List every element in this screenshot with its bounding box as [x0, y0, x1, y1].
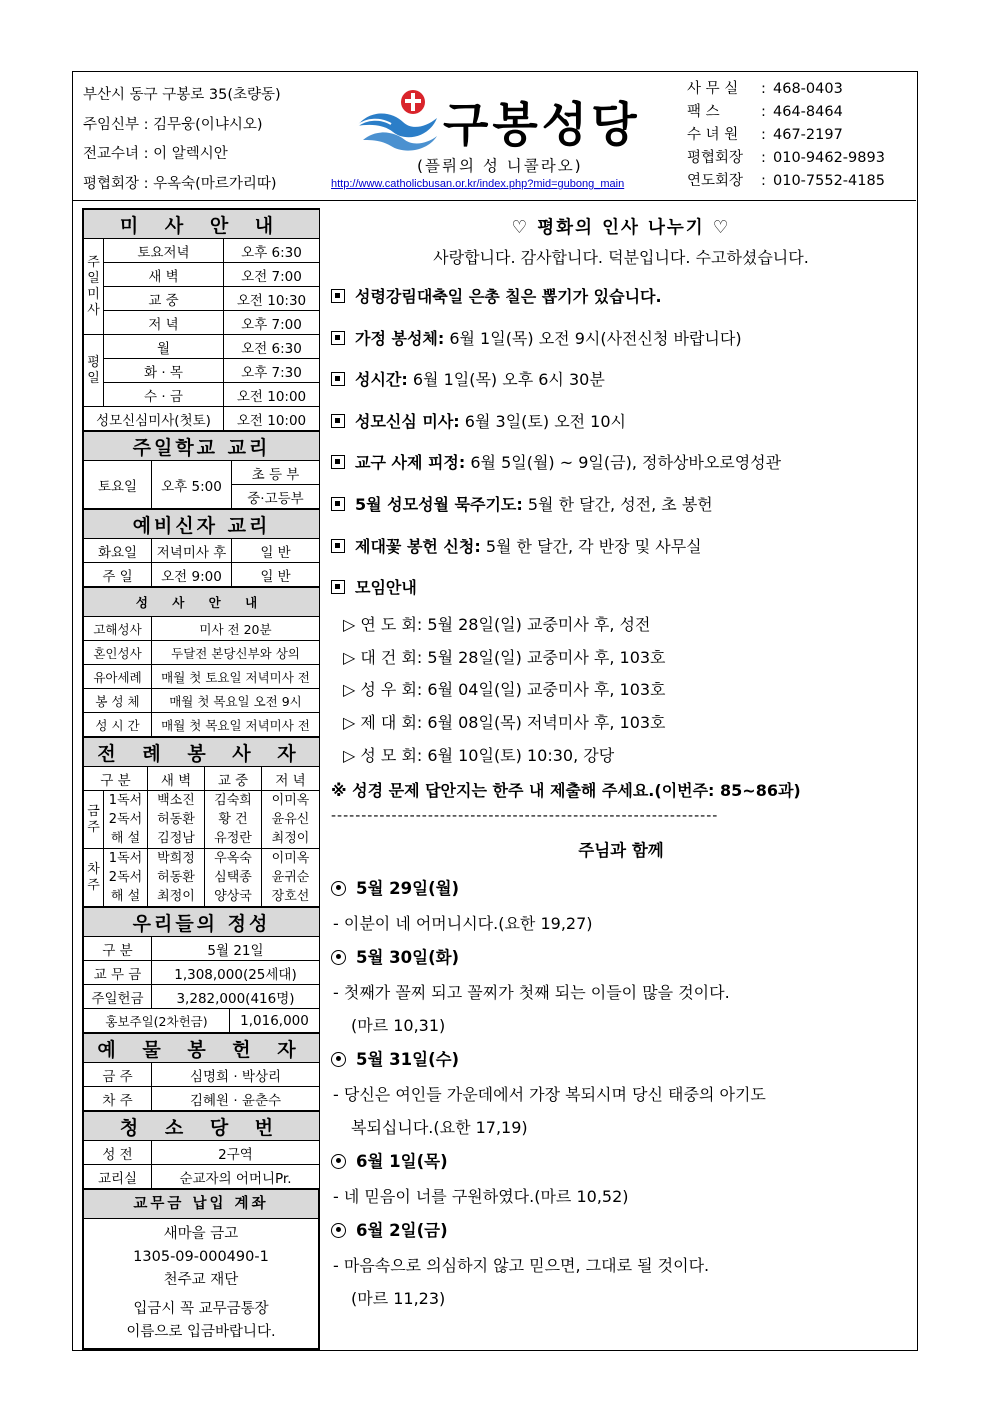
contact-row [687, 78, 885, 101]
left-info-column [82, 208, 320, 1350]
sunday-mass-label: 주 일 미 사 [84, 239, 104, 335]
sacrament-desc: 매월 첫 목요일 오전 9시 [152, 689, 320, 713]
servers-header: 교 중 [205, 767, 262, 791]
mass-name: 교 중 [104, 287, 224, 311]
notice-item [331, 318, 911, 360]
account-note: 이름으로 입금바랍니다. [126, 1324, 276, 1340]
catechumen-day: 화요일 [84, 539, 152, 563]
cleaning-title: 청 소 당 번 [84, 1112, 320, 1141]
sacrament-name: 봉 성 체 [84, 689, 152, 713]
offering-name: 주일헌금 [84, 985, 152, 1009]
servers-header: 새 벽 [148, 767, 205, 791]
contact-label: 연도회장 [687, 173, 744, 189]
notices-column [331, 208, 911, 1315]
donor-names: 김혜원 · 윤춘수 [152, 1087, 320, 1111]
contact-colon: : [761, 104, 766, 120]
servers-main: 김숙희 황 건 유정란 [205, 791, 262, 849]
contact-phone: 010-9462-9893 [773, 150, 885, 166]
notice-body: 6월 5일(월) ~ 9일(금), 정하상바오로영성관 [465, 453, 782, 473]
verse-line: 복되십니다.(요한 17,19) [351, 1117, 528, 1137]
square-bullet-icon [331, 455, 345, 469]
servers-title: 전 례 봉 사 자 [84, 738, 320, 767]
sunday-school-table [83, 431, 320, 509]
servers-roles: 1독서 2독서 해 설 [104, 849, 148, 907]
mass-name: 월 [104, 335, 224, 359]
square-bullet-icon [331, 580, 345, 594]
contact-colon: : [761, 127, 766, 143]
servers-header: 구 분 [84, 767, 148, 791]
meeting-item: ▷ 제 대 회: 6월 08일(목) 저녁미사 후, 103호 [343, 713, 666, 733]
meeting-list [331, 609, 911, 773]
sacrament-desc: 미사 전 20분 [152, 617, 320, 641]
circle-bullet-icon [331, 1223, 346, 1238]
contact-label: 수 녀 원 [687, 127, 739, 143]
contact-colon: : [761, 81, 766, 97]
offering-date: 5월 21일 [152, 937, 320, 961]
verse-date [331, 871, 911, 907]
verse-text [331, 1180, 911, 1213]
bulletin-header [73, 72, 916, 201]
sunday-school-title: 주일학교 교리 [84, 432, 320, 461]
notice-item [331, 526, 911, 568]
verse-line: (마르 10,31) [351, 1015, 446, 1035]
offering-value: 3,282,000(416명) [152, 985, 320, 1009]
verse-text [331, 1078, 911, 1144]
circle-bullet-icon [331, 950, 346, 965]
catechumen-group: 일 반 [232, 563, 320, 587]
peace-greeting-title: ♡ 평화의 인사 나누기 ♡ [511, 218, 731, 238]
mass-time: 오후 7:30 [224, 359, 320, 383]
catechumen-title: 예비신자 교리 [84, 510, 320, 539]
verse-date-text: 5월 30일(화) [356, 947, 460, 967]
mass-time: 오전 10:30 [224, 287, 320, 311]
catechumen-time: 오전 9:00 [152, 563, 232, 587]
notice-item [331, 401, 911, 443]
servers-header: 저 녁 [262, 767, 320, 791]
notice-item [331, 276, 911, 318]
account-holder: 천주교 재단 [163, 1272, 239, 1288]
sacrament-name: 유아세례 [84, 665, 152, 689]
square-bullet-icon [331, 331, 345, 345]
weekday-mass-label: 평 일 [84, 335, 104, 407]
contact-colon: : [761, 150, 766, 166]
square-bullet-icon [331, 414, 345, 428]
circle-bullet-icon [331, 1154, 346, 1169]
servers-table [83, 737, 320, 907]
offering-label: 구 분 [84, 937, 152, 961]
servers-group-label: 차 주 [84, 849, 104, 907]
notice-head: 성시간: [355, 370, 408, 390]
mass-time: 오전 7:00 [224, 263, 320, 287]
flower-donors-table [83, 1033, 320, 1111]
mass-time: 오후 7:00 [224, 311, 320, 335]
cleaning-place: 교리실 [84, 1165, 152, 1189]
verse-date [331, 1042, 911, 1078]
peace-greeting-text: 사랑합니다. 감사합니다. 덕분입니다. 수고하셨습니다. [433, 248, 809, 267]
verse-date-text: 5월 29일(월) [356, 878, 460, 898]
sacrament-desc: 매월 첫 토요일 저녁미사 전 [152, 665, 320, 689]
notice-head: 가정 봉성체: [355, 328, 445, 348]
cleaning-table [83, 1111, 320, 1189]
offering-name: 교 무 금 [84, 961, 152, 985]
cleaning-duty: 순교자의 어머니Pr. [152, 1165, 320, 1189]
sacraments-table [83, 587, 320, 737]
notice-body: 6월 1일(목) 오전 9시(사전신청 바랍니다) [444, 328, 742, 348]
catechumen-day: 주 일 [84, 563, 152, 587]
sacraments-title: 성 사 안 내 [84, 588, 320, 617]
verse-line: (마르 11,23) [351, 1288, 446, 1308]
mass-time: 오전 10:00 [224, 407, 320, 431]
notice-item [331, 442, 911, 484]
sacrament-name: 성 시 간 [84, 713, 152, 737]
divider-line: ---------------------------------------------------------------- [331, 808, 719, 824]
mass-time: 오전 6:30 [224, 335, 320, 359]
square-bullet-icon [331, 539, 345, 553]
account-info [84, 1219, 319, 1349]
notice-body: 5월 한 달간, 성전, 초 봉헌 [522, 494, 713, 514]
notice-item [331, 484, 911, 526]
mass-time: 오후 6:30 [224, 239, 320, 263]
mass-table [83, 209, 320, 431]
church-name: 구봉성당 [443, 98, 641, 153]
notice-head: 성령강림대축일 은총 칠은 뽑기가 있습니다. [355, 287, 662, 306]
daily-verse-list [331, 871, 911, 1315]
servers-dawn: 백소진 허동환 김정남 [148, 791, 205, 849]
contact-label: 팩 스 [687, 104, 720, 120]
notice-head: 5월 성모성월 묵주기도: [355, 494, 523, 514]
verse-text [331, 976, 911, 1042]
verse-date-text: 6월 2일(금) [356, 1220, 448, 1240]
mass-title: 미 사 안 내 [84, 210, 320, 239]
offering-value: 1,308,000(25세대) [152, 961, 320, 985]
sunday-school-day: 토요일 [84, 461, 152, 509]
notice-head: 성모신심 미사: [355, 411, 460, 431]
contact-row [687, 101, 885, 124]
bulletin-page [72, 71, 918, 1351]
verse-date [331, 1213, 911, 1249]
verse-text [331, 907, 911, 940]
notice-head: 제대꽃 봉헌 신청: [355, 536, 481, 556]
servers-group-label: 금 주 [84, 791, 104, 849]
sunday-school-group: 초 등 부 [232, 461, 320, 485]
offering-title: 우리들의 정성 [84, 908, 320, 937]
bible-quiz-remark: ※ 성경 문제 답안지는 한주 내 제출해 주세요.(이번주: 85~86과) [331, 780, 801, 800]
contact-phone: 464-8464 [773, 104, 843, 120]
notice-body: 6월 3일(토) 오전 10시 [459, 411, 627, 431]
account-title: 교무금 납입 계좌 [84, 1190, 319, 1219]
verse-text [331, 1249, 911, 1315]
verse-line: - 마음속으로 의심하지 않고 믿으면, 그대로 될 것이다. [333, 1255, 710, 1275]
flower-donors-title: 예 물 봉 헌 자 [84, 1034, 320, 1063]
offering-table [83, 907, 320, 1033]
donor-names: 심명희 · 박상리 [152, 1063, 320, 1087]
sacrament-name: 고해성사 [84, 617, 152, 641]
notice-item [331, 567, 911, 609]
mass-name: 수 · 금 [104, 383, 224, 407]
notice-head: 교구 사제 피정: [355, 453, 466, 473]
notice-item [331, 359, 911, 401]
contact-label: 평협회장 [687, 150, 744, 166]
contact-row [687, 170, 885, 193]
circle-bullet-icon [331, 881, 346, 896]
sunday-school-time: 오후 5:00 [152, 461, 232, 509]
address: 부산시 동구 구봉로 35(초량동) [83, 87, 281, 103]
verse-date [331, 1144, 911, 1180]
council-chair: 평협회장 : 우옥숙(마르가리따) [83, 175, 277, 192]
verse-line: - 당신은 여인들 가운데에서 가장 복되시며 당신 태중의 아기도 [333, 1084, 766, 1104]
donor-week: 차 주 [84, 1087, 152, 1111]
mass-name: 토요저녁 [104, 239, 224, 263]
verse-line: - 이분이 네 어머니시다.(요한 19,27) [333, 913, 593, 933]
verse-date-text: 5월 31일(수) [356, 1049, 460, 1069]
verse-date-text: 6월 1일(목) [356, 1151, 448, 1171]
sunday-school-group: 중·고등부 [232, 485, 320, 509]
notice-head: 모임안내 [355, 578, 417, 598]
catechumen-table [83, 509, 320, 587]
with-lord-title: 주님과 함께 [578, 840, 664, 860]
contact-colon: : [761, 173, 766, 189]
donor-week: 금 주 [84, 1063, 152, 1087]
church-url-link[interactable]: http://www.catholicbusan.or.kr/index.php?mid=gubong_main [331, 178, 625, 190]
account-number: 1305-09-000490-1 [133, 1249, 269, 1265]
account-table [83, 1189, 319, 1349]
sacrament-name: 혼인성사 [84, 641, 152, 665]
contact-label: 사 무 실 [687, 81, 739, 97]
verse-line: - 첫째가 꼴찌 되고 꼴찌가 첫째 되는 이들이 많을 것이다. [333, 982, 730, 1002]
pastor: 주임신부 : 김무웅(이냐시오) [83, 116, 263, 133]
servers-evening: 이미옥 윤귀순 장호선 [262, 849, 320, 907]
contact-phone: 467-2197 [773, 127, 843, 143]
contact-phone: 468-0403 [773, 81, 843, 97]
contact-row [687, 124, 885, 147]
catechumen-time: 저녁미사 후 [152, 539, 232, 563]
servers-dawn: 박희정 허동환 최정이 [148, 849, 205, 907]
church-logo-block [331, 84, 683, 196]
sacrament-desc: 매월 첫 목요일 저녁미사 전 [152, 713, 320, 737]
notice-list [331, 276, 911, 609]
account-note: 입금시 꼭 교무금통장 [133, 1301, 269, 1317]
mass-time: 오전 10:00 [224, 383, 320, 407]
offering-name: 홍보주일(2차헌금) [84, 1009, 230, 1033]
mass-name: 새 벽 [104, 263, 224, 287]
mass-name: 화 · 목 [104, 359, 224, 383]
meeting-item: ▷ 대 건 회: 5월 28일(일) 교중미사 후, 103호 [343, 647, 666, 667]
contact-row [687, 147, 885, 170]
square-bullet-icon [331, 372, 345, 386]
church-info [83, 81, 281, 199]
mass-name: 저 녁 [104, 311, 224, 335]
servers-evening: 이미옥 윤유신 최정이 [262, 791, 320, 849]
sister: 전교수녀 : 이 알렉시안 [83, 146, 228, 162]
catechumen-group: 일 반 [232, 539, 320, 563]
verse-date [331, 940, 911, 976]
square-bullet-icon [331, 497, 345, 511]
offering-value: 1,016,000 [230, 1009, 320, 1033]
square-bullet-icon [331, 289, 345, 303]
notice-body: 5월 한 달간, 각 반장 및 사무실 [480, 536, 702, 556]
cleaning-place: 성 전 [84, 1141, 152, 1165]
cleaning-duty: 2구역 [152, 1141, 320, 1165]
account-bank: 새마을 금고 [163, 1226, 239, 1242]
meeting-item: ▷ 연 도 회: 5월 28일(일) 교중미사 후, 성전 [343, 614, 651, 634]
church-logo-icon [353, 88, 441, 154]
sacrament-desc: 두달전 본당신부와 상의 [152, 641, 320, 665]
contact-list [687, 78, 885, 193]
contact-phone: 010-7552-4185 [773, 173, 885, 189]
meeting-item: ▷ 성 우 회: 6월 04일(일) 교중미사 후, 103호 [343, 680, 666, 700]
meeting-item: ▷ 성 모 회: 6월 10일(토) 10:30, 강당 [343, 745, 615, 765]
servers-roles: 1독서 2독서 해 설 [104, 791, 148, 849]
circle-bullet-icon [331, 1052, 346, 1067]
mass-name: 성모신심미사(첫토) [84, 407, 224, 431]
servers-main: 우옥숙 심택종 양상국 [205, 849, 262, 907]
notice-body: 6월 1일(목) 오후 6시 30분 [407, 370, 605, 390]
verse-line: - 네 믿음이 너를 구원하였다.(마르 10,52) [333, 1186, 629, 1206]
church-patron: (플뤼의 성 니콜라오) [417, 157, 583, 175]
